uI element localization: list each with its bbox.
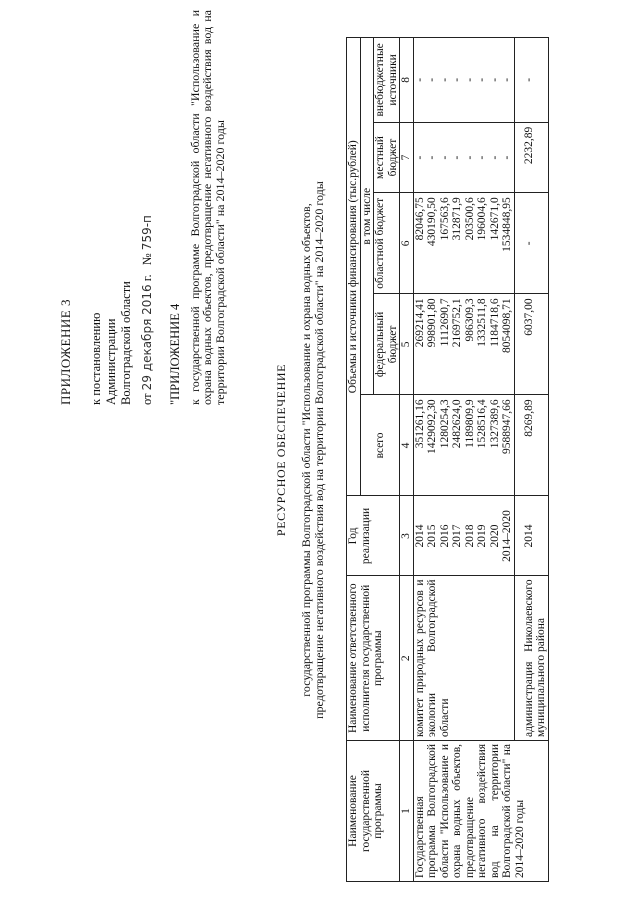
header-total: всего xyxy=(360,395,400,496)
total-cell: 8269,89 xyxy=(514,395,548,496)
number-value: 759-п xyxy=(140,215,154,251)
document-title: РЕСУРСНОЕ ОБЕСПЕЧЕНИЕ xyxy=(274,363,288,537)
appendix-block xyxy=(58,10,226,405)
header-program-name: Наименование государственной программы xyxy=(347,740,400,881)
index-cell: 2 xyxy=(400,576,414,741)
document-heading xyxy=(275,40,327,860)
number-prefix: № xyxy=(140,253,154,266)
resource-table xyxy=(346,37,549,882)
header-regional: областной бюджет xyxy=(374,193,400,294)
appendix-date-line xyxy=(140,10,155,405)
regional-cell: - xyxy=(514,193,548,294)
regional-cell: 82046,75 430190,50 167563,6 312871,9 203500,6 196004,6 142671,0 1534848,95 xyxy=(413,193,514,294)
extra-cell: - xyxy=(514,38,548,123)
program-name-cell: Государственная программа Волгоградской области "Использование и охрана водных объектов, предотвращение негативного воздействия вод на территории Волгоградской области" на 2014–2020 годы xyxy=(413,740,548,881)
index-cell: 4 xyxy=(400,395,414,496)
index-cell: 1 xyxy=(400,740,414,881)
date-suffix: г. xyxy=(140,274,154,282)
index-cell: 5 xyxy=(400,294,414,395)
header-executor: Наименование ответственного исполнителя государственной программы xyxy=(347,576,400,741)
document-subtitle-line: государственной программы Волгоградской области "Использование и охрана водных объектов, xyxy=(298,203,313,697)
appendix-title: ПРИЛОЖЕНИЕ 3 xyxy=(58,299,73,405)
executor-cell: комитет природных ресурсов и экологии Волгоградской области xyxy=(413,576,514,741)
table-row xyxy=(413,38,514,882)
header-federal: федеральный бюджет xyxy=(374,294,400,395)
document-subtitle-line: предотвращение негативного воздействия вод на территории Волгоградской области" на 2014–2020 годы xyxy=(312,181,326,719)
local-cell: - - - - - - - - xyxy=(413,122,514,193)
federal-cell: 6037,00 xyxy=(514,294,548,395)
federal-cell: 269214,41 998901,80 1112690,7 2169752,1 986309,3 1332511,8 1184718,6 8054098,71 xyxy=(413,294,514,395)
executor-cell: администрация Николаевского муниципального района xyxy=(514,576,548,741)
date-prefix: от xyxy=(140,393,154,405)
header-year: Год реализации xyxy=(347,496,400,576)
year-cell: 2014 xyxy=(514,496,548,576)
index-cell: 8 xyxy=(400,38,414,123)
index-cell: 7 xyxy=(400,122,414,193)
index-cell: 3 xyxy=(400,496,414,576)
index-cell: 6 xyxy=(400,193,414,294)
header-extra: внебюджетные источники xyxy=(374,38,400,123)
header-volumes: Объемы и источники финансирования (тыс.рублей) xyxy=(347,38,361,497)
appendix-line: Администрации xyxy=(104,318,118,405)
header-local: местный бюджет xyxy=(374,122,400,193)
extra-cell: - - - - - - - - xyxy=(413,38,514,123)
index-row xyxy=(400,38,414,882)
local-cell: 2232,89 xyxy=(514,122,548,193)
total-cell: 351261,16 1429092,30 1280254,3 2482624,0 1189809,9 1528516,4 1327389,6 9588947,66 xyxy=(413,395,514,496)
year-cell: 2014 2015 2016 2017 2018 2019 2020 2014–2020 xyxy=(413,496,514,576)
date-value: 29 декабря 2016 xyxy=(140,284,154,391)
appendix-line: Волгоградской области xyxy=(119,281,133,405)
appendix4-text: к государственной программе Волгоградской области "Использование и охрана водных объектов, предотвращение негативного воздействия вод на территории Волгоградской области" на 2014–2020 годы xyxy=(187,10,227,405)
header-including: в том числе xyxy=(360,38,374,395)
appendix4-title: "ПРИЛОЖЕНИЕ 4 xyxy=(168,303,182,405)
appendix-line: к постановлению xyxy=(89,312,103,405)
